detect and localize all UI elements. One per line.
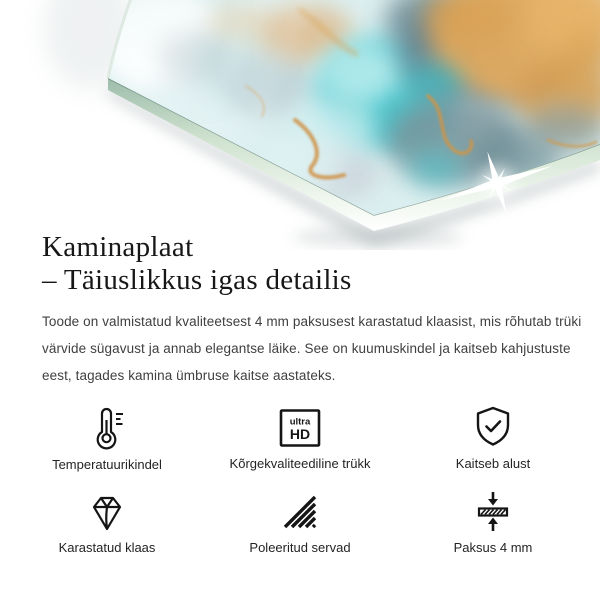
features-grid bbox=[12, 404, 588, 555]
feature-item-polished-edges bbox=[202, 488, 398, 555]
feature-label: Kõrgekvaliteediline trükk bbox=[229, 456, 371, 471]
thermometer-icon bbox=[88, 404, 126, 450]
feature-item-thickness bbox=[398, 488, 588, 555]
ultra-hd-icon bbox=[278, 404, 322, 449]
page-title bbox=[42, 231, 352, 297]
feature-item-print-quality bbox=[202, 404, 398, 471]
feature-item-protects-base bbox=[398, 404, 588, 471]
page-title-line2: – Täiuslikkus igas detailis bbox=[42, 264, 352, 296]
diamond-icon bbox=[84, 488, 130, 533]
feature-label: Kaitseb alust bbox=[455, 456, 531, 471]
feature-item-tempered-glass bbox=[12, 488, 202, 555]
feature-label: Karastatud klaas bbox=[58, 540, 156, 555]
glass-panel-illustration bbox=[0, 0, 600, 250]
product-hero-image bbox=[0, 0, 600, 250]
thickness-compress-icon bbox=[472, 488, 514, 533]
ultra-hd-icon-text-ultra: ultra bbox=[289, 416, 311, 428]
feature-label: Poleeritud servad bbox=[249, 540, 351, 555]
feature-label: Temperatuurikindel bbox=[52, 457, 162, 472]
feature-item-temperature bbox=[12, 404, 202, 471]
shield-check-icon bbox=[472, 404, 514, 449]
polished-edges-icon bbox=[279, 488, 321, 533]
page-title-line1: Kaminaplaat bbox=[42, 231, 194, 263]
feature-label: Paksus 4 mm bbox=[453, 540, 533, 555]
ultra-hd-icon-text-hd: HD bbox=[289, 426, 311, 442]
product-description: Toode on valmistatud kvaliteetsest 4 mm paksusest karastatud klaasist, mis rõhutab trüki värvide sügavust ja annab elegantse läike. See on kuumuskindel ja kaitseb kahjustuste eest, tagades kamina ümbruse kaitse aastateks. bbox=[42, 314, 582, 383]
